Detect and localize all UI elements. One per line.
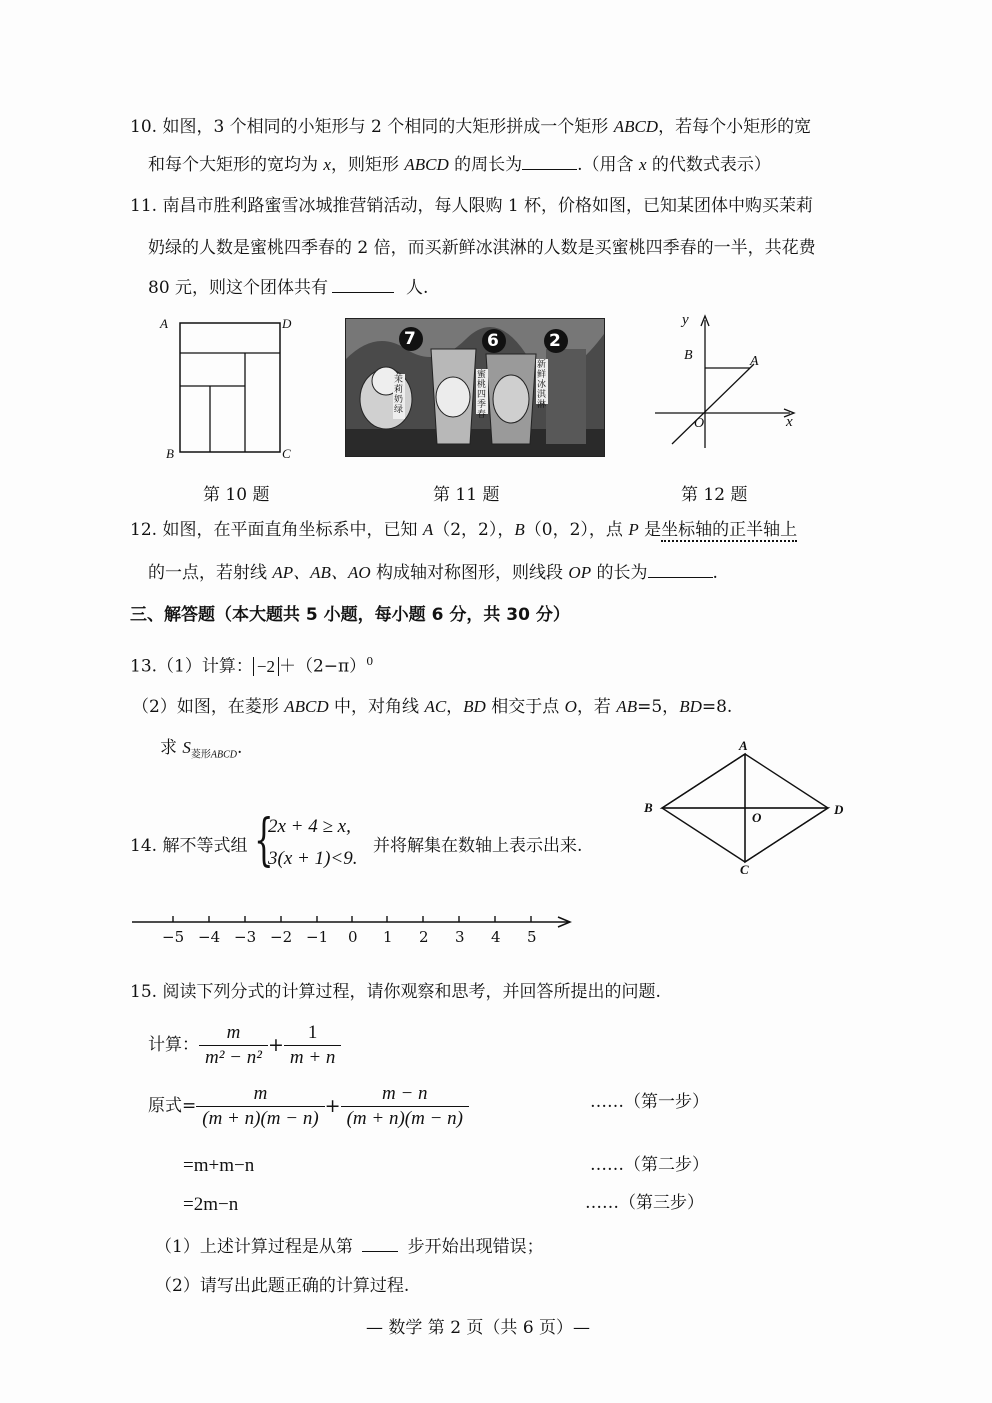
q10-answer-blank[interactable]: [522, 155, 577, 170]
fig12-caption: 第 12 题: [681, 485, 748, 505]
tick-label: −1: [306, 928, 329, 946]
tick-label: 5: [527, 928, 537, 946]
rhombus-label-C: C: [740, 862, 749, 877]
tick-label: −4: [198, 928, 221, 946]
q12-answer-blank[interactable]: [648, 563, 713, 578]
q15-step3: =2m−n: [183, 1194, 239, 1215]
fig12-label-y: y: [682, 312, 689, 328]
q11-line1: 11. 南昌市胜利路蜜雪冰城推营销活动，每人限购 1 杯，价格如图，已知某团体中购买茉莉: [130, 196, 814, 216]
q15-step2: =m+m−n: [183, 1155, 255, 1176]
fig12-label-B: B: [684, 348, 693, 363]
q11-line3: 80 元，则这个团体共有 人.: [148, 278, 429, 298]
fraction-2: $\frac{1}{m + n}$: [284, 1023, 342, 1068]
tick-label: 1: [383, 928, 393, 946]
inequality-2: 3(x + 1)<9.: [268, 848, 358, 869]
q15-step1: 原式= $\frac{m}{(m + n)(m - n)}$ + $\frac{m - n}{(m + n)(m - n)}$: [148, 1080, 469, 1132]
q14-label: 14. 解不等式组: [130, 836, 248, 856]
price-badge-2: 2: [549, 331, 561, 351]
fig10-label-B: B: [166, 446, 174, 461]
step2-marker: ……（第二步）: [590, 1155, 709, 1175]
q14-instruction: 并将解集在数轴上表示出来.: [373, 836, 583, 856]
fig10-label-C: C: [282, 446, 291, 461]
fraction-1: $\frac{m}{\text{m² − n²}}$: [199, 1023, 268, 1068]
step3-marker: ……（第三步）: [585, 1193, 704, 1213]
section-3-heading: 三、解答题（本大题共 5 小题，每小题 6 分，共 30 分）: [130, 605, 570, 625]
q13-part2: （2）如图，在菱形 ABCD 中，对角线 AC，BD 相交于点 O，若 AB=5，BD=8.: [132, 697, 733, 717]
rhombus-label-O: O: [752, 810, 762, 825]
tick-label: −2: [270, 928, 293, 946]
page-footer: — 数学 第 2 页（共 6 页）—: [366, 1318, 591, 1338]
q14-inequality-system: [254, 808, 364, 876]
step1-marker: ……（第一步）: [590, 1092, 709, 1112]
price-badge-6: 6: [487, 331, 499, 351]
fig10-caption: 第 10 题: [203, 485, 270, 505]
fig10-label-D: D: [282, 316, 292, 331]
drink-label-2: 蜜桃四季春: [477, 370, 487, 420]
step1-fraction-2: $\frac{m - n}{(m + n)(m - n)}$: [341, 1084, 469, 1129]
rhombus-label-D: D: [834, 802, 844, 817]
rhombus-label-A: A: [739, 738, 748, 753]
drink-label-3: 新鲜冰淇淋: [537, 360, 547, 410]
step1-fraction-1: $\frac{m}{(m + n)(m - n)}$: [196, 1084, 324, 1129]
q10-line1: 10. 如图，3 个相同的小矩形与 2 个相同的大矩形拼成一个矩形 ABCD，若每个小矩形的宽: [130, 117, 812, 137]
fig12-label-A: A: [750, 354, 759, 369]
left-brace: {: [254, 808, 274, 873]
figure-11-photo: [345, 318, 605, 457]
tick-label: 0: [348, 928, 358, 946]
q12-line1: 12. 如图，在平面直角坐标系中，已知 A（2，2），B（0，2），点 P 是坐标轴的正半轴上: [130, 520, 798, 540]
q15-question-2: （2）请写出此题正确的计算过程.: [155, 1276, 410, 1296]
tick-label: 4: [491, 928, 501, 946]
tick-label: 3: [455, 928, 465, 946]
figure-10: [150, 312, 310, 462]
rhombus-label-B: B: [644, 800, 653, 815]
drink-label-1: 茉莉奶绿: [394, 375, 404, 415]
q15-question-1: （1）上述计算过程是从第 步开始出现错误；: [155, 1237, 544, 1257]
rhombus-figure: [640, 740, 850, 880]
price-badge-7: 7: [404, 329, 416, 349]
q11-line2: 奶绿的人数是蜜桃四季春的 2 倍，而买新鲜冰淇淋的人数是买蜜桃四季春的一半，共花费: [148, 238, 816, 258]
q10-line2: 和每个大矩形的宽均为 x，则矩形 ABCD 的周长为 .（用含 x 的代数式表示）: [148, 155, 771, 175]
q12-line2: 的一点，若射线 AP、AB、AO 构成轴对称图形，则线段 OP 的长为 .: [148, 563, 718, 583]
number-line[interactable]: [130, 908, 575, 948]
q15-intro: 15. 阅读下列分式的计算过程，请你观察和思考，并回答所提出的问题.: [130, 982, 661, 1002]
fig11-caption: 第 11 题: [433, 485, 500, 505]
fig10-label-A: A: [160, 316, 168, 331]
q13-part1: 13.（1）计算： $-2 +(2-\pi)^0$: [130, 655, 374, 677]
fig12-label-x: x: [786, 414, 793, 430]
figure-12: [650, 308, 800, 458]
tick-label: 2: [419, 928, 429, 946]
q13-part3: 求 $S_{菱形ABCD}$.: [160, 738, 243, 761]
q15-expression: 计算： $\frac{m}{\text{m² − n²}}$ + $\frac{1}{m + n}$: [148, 1020, 341, 1070]
fig12-label-O: O: [694, 416, 705, 431]
tick-label: −3: [234, 928, 257, 946]
q15-step-blank[interactable]: [362, 1237, 398, 1252]
inequality-1: 2x + 4 ≥ x,: [268, 816, 351, 837]
q11-answer-blank[interactable]: [332, 278, 394, 293]
tick-label: −5: [162, 928, 185, 946]
